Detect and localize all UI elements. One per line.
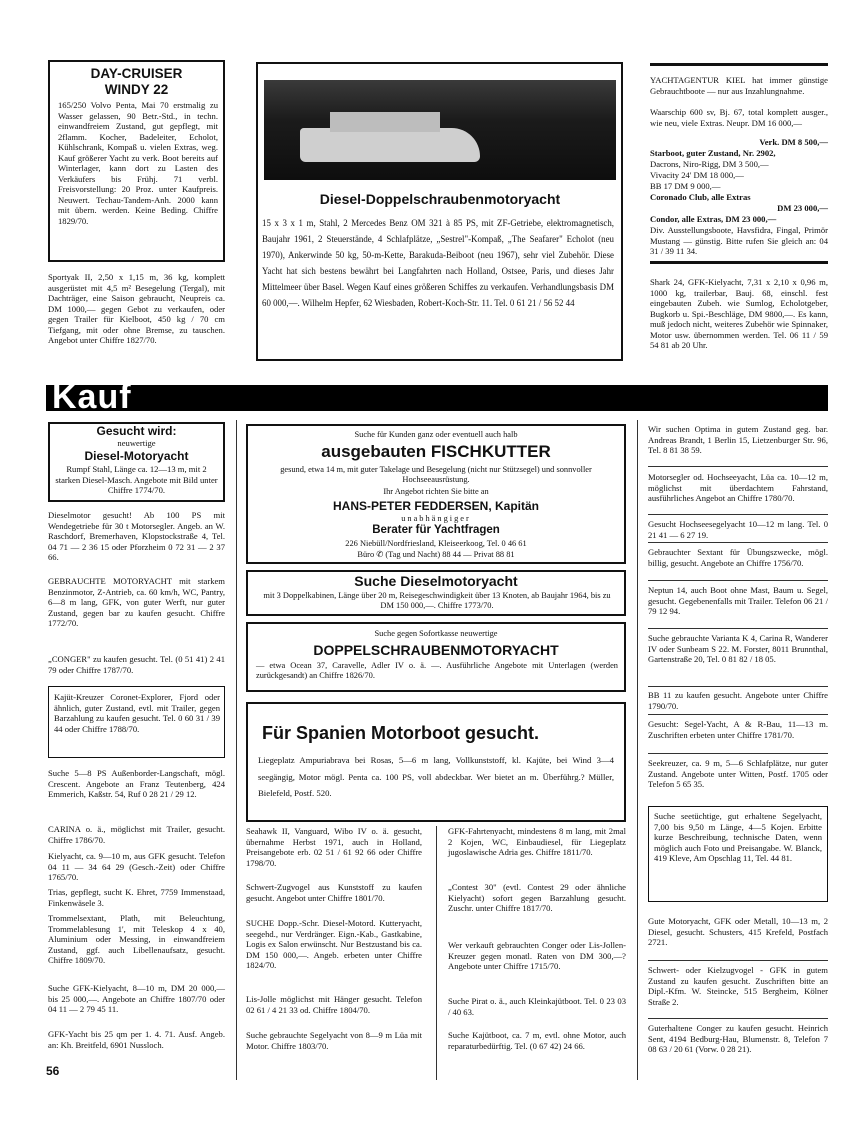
yachtagentur-line: Starboot, guter Zustand, Nr. 2902, — [650, 148, 776, 158]
fischkutter-name: HANS-PETER FEDDERSEN, Kapitän — [332, 499, 540, 513]
spanien-body: Liegeplatz Ampuriabrava bei Rosas, 5—6 m lang, Vollkunststoff, kl. Kajüte, bei Wind 3—4 seegängig, Motor mögl. Penta ca. 100 PS, voll abdeckbar. Wer bietet an m. Überführg.? Müller, Bielefeld, Postf. 520. — [258, 755, 614, 798]
classified-ad: Trias, gepflegt, sucht K. Ehret, 7759 Immenstaad, Finkenwäsele 3. — [48, 887, 225, 908]
classified-ad: Suche gebrauchte Varianta K 4, Carina R, Wanderer IV oder Sunbeam S 22. M. Forster, 8011 Brunnthal, Gartenstraße 20, Tel. 0 81 82 / 18 05. — [648, 633, 828, 664]
column-divider — [637, 420, 638, 1080]
classified-ad: „CONGER" zu kaufen gesucht. Tel. (0 51 41) 2 41 79 oder Chiffre 1787/70. — [48, 654, 225, 675]
dieselmotoryacht-head: Suche Dieselmotoryacht — [354, 573, 518, 589]
gesucht-sub: neuwertige — [117, 438, 156, 448]
yachtagentur-line: Waarschip 600 sv, Bj. 67, total komplett ausger., wie neu, viele Extras. Neupr. DM 16 000,— — [650, 107, 828, 128]
classified-ad: Motorsegler od. Hochseeyacht, Lüa ca. 10—12 m, möglichst mit überdachtem Fahrstand, ausführliches Angebot an Chiffre 1780/70. — [648, 472, 828, 503]
section-title: Kauf — [52, 378, 132, 416]
classified-ad: Seahawk II, Vanguard, Wibo IV o. ä. gesucht, übernahme Herbst 1971, auch in Holland, Preisangebote erb. 02 51 / 61 92 66 oder Chiffre 1798/70. — [246, 826, 422, 868]
divider — [648, 628, 828, 629]
divider — [648, 580, 828, 581]
divider — [648, 1018, 828, 1019]
gesucht-title: Gesucht wird: — [96, 424, 177, 438]
yachtagentur-line: DM 23 000,— — [777, 203, 828, 213]
segelyacht-boxed-body: Suche seetüchtige, gut erhaltene Segelyacht, 7,00 bis 9,50 m Länge, 4—5 Kojen. Erbitte kurze Beschreibung, technische Daten, wenn möglich auch Foto und Preisangabe. W. Blanck, 419 Kleve, Am Opschlag 11, Tel. 44 81. — [654, 811, 822, 863]
classified-ad: Neptun 14, auch Boot ohne Mast, Baum u. Segel, gesucht. Gegebenenfalls mit Trailer. Telefon 06 21 / 79 12 94. — [648, 585, 828, 616]
classified-ad: Suche Kajütboot, ca. 7 m, evtl. ohne Motor, auch reparaturbedürftig. Tel. (0 67 42) 24 66. — [448, 1030, 626, 1051]
yachtagentur-line: Div. Ausstellungsboote, Havsfidra, Fingal, Primör Mustang — günstig. Bitte rufen Sie gleich an: 04 31 / 39 11 34. — [650, 225, 828, 256]
gesucht-body: Rumpf Stahl, Länge ca. 12—13 m, mit 2 starken Diesel-Masch. Angebote mit Bild unter Chiffre 1774/70. — [55, 464, 218, 495]
column-divider — [236, 420, 237, 1080]
fischkutter-berater: Berater für Yachtfragen — [372, 524, 500, 536]
fischkutter-addr: 226 Niebüll/Nordfriesland, Kleiseerkoog, Tel. 0 46 61 — [345, 539, 527, 548]
yachtagentur-line: BB 17 DM 9 000,— — [650, 181, 721, 191]
yachtagentur-line: Condor, alle Extras, DM 23 000,— — [650, 214, 777, 224]
classified-ad: „Contest 30" (evtl. Contest 29 oder ähnliche Kielyacht) sofort gegen Barzahlung gesucht. Zuschr. unter Chiffre 1817/70. — [448, 882, 626, 913]
yachtagentur-line: Vivacity 24' DM 18 000,— — [650, 170, 744, 180]
divider — [648, 714, 828, 715]
classified-ad: Seekreuzer, ca. 9 m, 5—6 Schlafplätze, nur guter Zustand. Angebote unter Witten, Postf. 1705 oder Telefon 5 65 35. — [648, 758, 828, 789]
classified-ad: Wer verkauft gebrauchten Conger oder Lis-Jollen-Kreuzer gegen monatl. Raten von DM 300,—? Angebote unter Chiffre 1715/70. — [448, 940, 626, 971]
page-number: 56 — [46, 1064, 60, 1078]
day-cruiser-body: 165/250 Volvo Penta, Mai 70 erstmalig zu Wasser gelassen, 90 Betr.-Std., in techn. einwandfreiem Zustand, gut gepflegt, mit 2flamm. Kocher, Badeleiter, Echolot, Kühlschrank, Kompaß u. vielen Extras, weg. Kauf größerer Yacht zu verk. Boot bereits auf Winterlager, kann dort zu Lasten des Verkäufers bis Frühj. 71 verbl. Freisvorstellung: 20 Proz. unter Kaufpreis. Neuwert. Techau-Tandem-Anh. 2000 kann mit übern. werden. Keine Beding. Chiffre 1829/70. — [58, 100, 218, 226]
classified-ad: Lis-Jolle möglichst mit Hänger gesucht. Telefon 02 61 / 4 21 33 od. Chiffre 1804/70. — [246, 994, 422, 1015]
classified-ad: Wir suchen Optima in gutem Zustand geg. bar. Andreas Brandt, 1 Berlin 15, Lietzenburger Str. 96, Tel. 8 81 38 59. — [648, 424, 828, 455]
fischkutter-head: ausgebauten FISCHKUTTER — [321, 442, 551, 461]
classified-ad: GFK-Fahrtenyacht, mindestens 8 m lang, mit 2mal 2 Kojen, WC, Einbaudiesel, für Liegeplatz jugoslawische Adria ges. Chiffre 1811/70. — [448, 826, 626, 857]
classified-ad: Trommelsextant, Plath, mit Beleuchtung, Trommelablesung 1', mit Teleskop 4 x 40, Aluminium oder Messing, in einwandfreiem Zustand, ggf. auch Libellenaufsatz, gesucht. Chiffre 1809/70. — [48, 913, 225, 965]
right-top-rule — [650, 63, 828, 66]
classified-ad: SUCHE Dopp.-Schr. Diesel-Motord. Kutteryacht, seegehd., nur Verdränger. Eign.-Kab., Gastkabine, Logis ex Salon erwünscht. Nur Bestzustand bis ca. DM 150 000,—. Angeb. erbeten unter Chiffre 1824/70. — [246, 918, 422, 970]
classified-ad: GEBRAUCHTE MOTORYACHT mit starkem Benzinmotor, Z-Antrieb, ca. 60 km/h, WC, Pantry, 6—8 m lang, GFK, von guter Werft, nur guter Zustand, gegen bar zu kaufen gesucht. Chiffre 1772/70. — [48, 576, 225, 628]
day-cruiser-title: DAY-CRUISER — [90, 66, 183, 81]
yachtagentur-line: Verk. DM 8 500,— — [759, 137, 828, 147]
yachtagentur-line: Coronado Club, alle Extras — [650, 192, 751, 202]
diesel-doppelschrauben-body: 15 x 3 x 1 m, Stahl, 2 Mercedes Benz OM 321 à 85 PS, mit ZF-Getriebe, elektromagnetisch, Baujahr 1961, 2 Steuerstände, 4 Schlafplätze, „Sestrel"-Kompaß, „The Seafarer" Echolot (neu 1970), Ankerwinde 50 kg, 50-m-Kette, Barakuda-Beiboot (neu 1967), sehr viel Zubehör. Diese Yacht hat sich bestens bewährt bei Langfahrten nach Holland, Ostsee, Paris, und dieses Jahr Mittelmeer über Basel. Wegen Kauf eines größeren Schiffes zu verkaufen. Verhandlungsbasis DM 60 000,—. Wilhelm Hepfer, 62 Wiesbaden, Robert-Koch-Str. 11. Tel. 0 61 21 / 56 52 44 — [262, 218, 614, 308]
classified-ad: Gesucht: Segel-Yacht, A & R-Bau, 11—13 m. Zuschriften erbeten unter Chiffre 1781/70. — [648, 719, 828, 740]
classified-ad: Schwert- oder Kielzugvogel - GFK in gutem Zustand zu kaufen gesucht. Zuschriften bitte an Dipl.-Kfm. W. Steincke, 515 Bergheim, Kölner Straße 2. — [648, 965, 828, 1007]
fischkutter-line3: Ihr Angebot richten Sie bitte an — [383, 487, 489, 496]
diesel-doppelschrauben-title: Diesel-Doppelschraubenmotoryacht — [319, 191, 561, 207]
divider — [648, 466, 828, 467]
classified-ad: CARINA o. ä., möglichst mit Trailer, gesucht. Chiffre 1786/70. — [48, 824, 225, 845]
doppelschrauben-line1: Suche gegen Sofortkasse neuwertige — [374, 629, 498, 638]
column-divider — [436, 826, 437, 1080]
classified-ad: Suche 5—8 PS Außenborder-Langschaft, mögl. Crescent. Angebote an Franz Teutenberg, 424 Emmerich, Kaßstr. 54, Ruf 0 28 21 / 29 12. — [48, 768, 225, 799]
divider — [648, 514, 828, 515]
fischkutter-buero: Büro ✆ (Tag und Nacht) 88 44 — Privat 88 81 — [357, 550, 515, 559]
section-bar — [46, 385, 828, 411]
dieselmotoryacht-body: mit 3 Doppelkabinen, Länge über 20 m, Reisegeschwindigkeit über 13 Knoten, ab Baujahr 1964, bis zu DM 150 000,—. Chiffre 1773/70. — [263, 591, 611, 611]
gesucht-head: Diesel-Motoryacht — [84, 449, 189, 463]
spanien-head: Für Spanien Motorboot gesucht. — [262, 723, 539, 743]
classified-ad: Guterhaltene Conger zu kaufen gesucht. Heinrich Sent, 4194 Bedburg-Hau, Blumenstr. 8, Telefon 7 08 63 / 20 61 (Vorw. 0 28 21). — [648, 1023, 828, 1054]
classified-ad: Dieselmotor gesucht! Ab 100 PS mit Wendegetriebe für 30 t Motorsegler. Angeb. an W. Raschdorf, Bremerhaven, Klopstockstraße 4, Tel. 04 71 — 2 36 15 oder Pforzheim 0 72 31 — 2 37 66. — [48, 510, 225, 562]
classified-ad: Suche GFK-Kielyacht, 8—10 m, DM 20 000,— bis 25 000,—. Angebote an Chiffre 1807/70 oder 04 11 — 2 79 45 11. — [48, 983, 225, 1014]
yacht-cabin — [330, 112, 440, 132]
divider — [648, 542, 828, 543]
fischkutter-line2: gesund, etwa 14 m, mit guter Takelage und Besegelung (nicht nur Stützsegel) und sonnvoller Hochseeausrüstung. — [280, 465, 592, 485]
doppelschrauben-head: DOPPELSCHRAUBENMOTORYACHT — [313, 642, 559, 658]
sportyak-ad: Sportyak II, 2,50 x 1,15 m, 36 kg, komplett ausgerüstet mit 4,5 m² Besegelung (Tergal), mit Dachträger, eine Saison gebraucht, Neupreis ca. DM 1000,— gegen Gebot zu verkaufen, oder gegen Trailer für Kielboot, 450 kg / 70 cm Tiefgang, mit oder ohne Bremse, zu tauschen. Angebot unter Chiffre 1827/70. — [48, 272, 225, 345]
classified-ad: Gesucht Hochseesegelyacht 10—12 m lang. Tel. 0 21 41 — 6 27 19. — [648, 519, 828, 540]
divider — [648, 686, 828, 687]
kajuet-kreuzer-body: Kajüt-Kreuzer Coronet-Explorer, Fjord oder ähnlich, guter Zustand, evtl. mit Trailer, gegen Barzahlung zu kaufen gesucht. Tel. 0 60 31 / 39 44 oder Chiffre 1788/70. — [54, 692, 220, 734]
classified-ad: Suche Pirat o. ä., auch Kleinkajütboot. Tel. 0 23 03 / 40 63. — [448, 996, 626, 1017]
right-top-rule-bottom — [650, 261, 828, 264]
classified-ad: Gute Motoryacht, GFK oder Metall, 10—13 m, 2 Diesel, gesucht. Schusters, 415 Krefeld, Postfach 2721. — [648, 916, 828, 947]
divider — [648, 960, 828, 961]
classified-ad: Gebrauchter Sextant für Übungszwecke, mögl. billig, gesucht. Angebote an Chiffre 1756/70. — [648, 547, 828, 568]
classified-ad: Kielyacht, ca. 9—10 m, aus GFK gesucht. Telefon 04 11 — 34 64 29 (Gesch.-Zeit) oder Chiffre 1765/70. — [48, 851, 225, 882]
divider — [648, 753, 828, 754]
yachtagentur-intro: YACHTAGENTUR KIEL hat immer günstige Gebrauchtboote — nur aus Inzahlungnahme. — [650, 75, 828, 96]
yachtagentur-line: Dacrons, Niro-Rigg, DM 3 500,— — [650, 159, 769, 169]
fischkutter-line1: Suche für Kunden ganz oder eventuell auch halb — [354, 430, 518, 439]
shark-ad: Shark 24, GFK-Kielyacht, 7,31 x 2,10 x 0,96 m, 1000 kg, trailerbar, Bauj. 68, einschl. fest eingebauten Zubeh. wie Sumlog, Echolotgeber, Bugkorb u. Spi.-Beschläge, DM 9800,—. Es kann, muß jedoch nicht, weiteres Zubehör wie Spinnaker, Motor usw. übernommen werden. Tel. 06 11 / 59 54 81 ab 20 Uhr. — [650, 277, 828, 350]
classified-ad: BB 11 zu kaufen gesucht. Angebote unter Chiffre 1790/70. — [648, 690, 828, 711]
day-cruiser-model: WINDY 22 — [104, 82, 169, 97]
doppelschrauben-body: — etwa Ocean 37, Caravelle, Adler IV o. ä. —. Ausführliche Angebote mit Unterlagen (werden zurückgesandt) an Chiffre 1826/70. — [256, 661, 618, 681]
classified-ad: Suche gebrauchte Segelyacht von 8—9 m Lüa mit Motor. Chiffre 1803/70. — [246, 1030, 422, 1051]
classified-ad: GFK-Yacht bis 25 qm per 1. 4. 71. Ausf. Angeb. an: Kh. Breitfeld, 6901 Nussloch. — [48, 1029, 225, 1050]
yacht-hull — [300, 128, 480, 162]
classified-ad: Schwert-Zugvogel aus Kunststoff zu kaufen gesucht. Angebot unter Chiffre 1801/70. — [246, 882, 422, 903]
fischkutter-unab: unabhängiger — [401, 514, 471, 523]
